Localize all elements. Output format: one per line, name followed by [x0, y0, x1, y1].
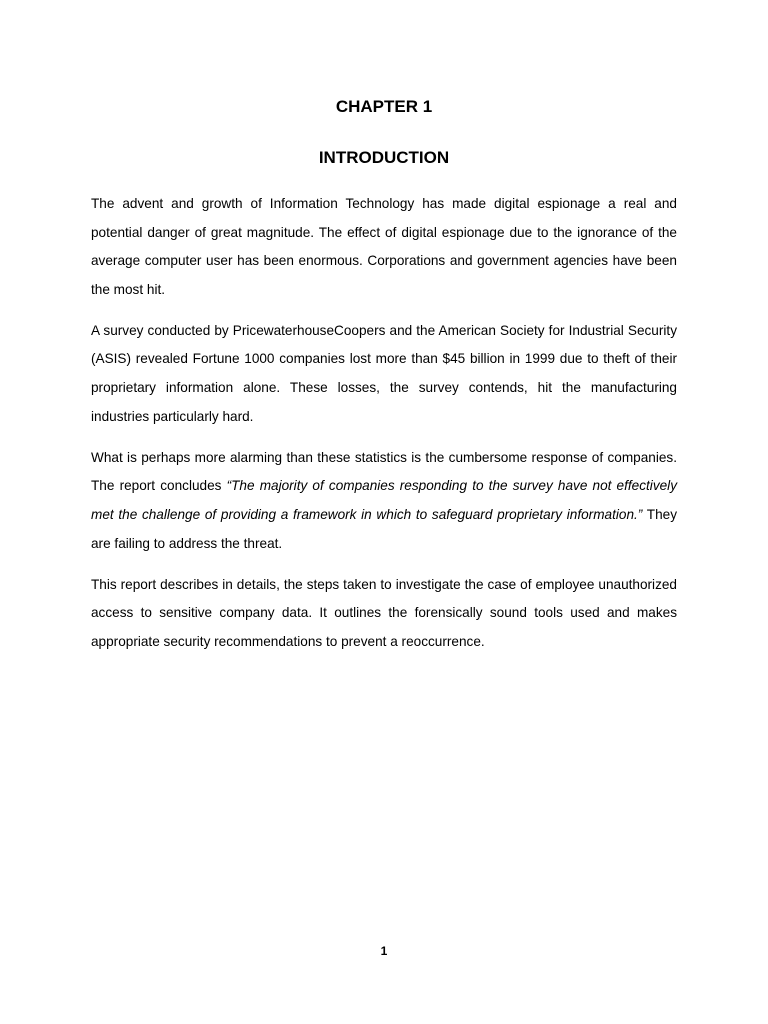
paragraph-alarming-lead: What is perhaps more alarming than these statistics is the cumbersome response of companies. The report concludes [91, 449, 677, 494]
page-number: 1 [380, 944, 388, 958]
paragraph-advent: The advent and growth of Information Technology has made digital espionage a real and potential danger of great magnitude. The effect of digital espionage due to the ignorance of the average computer user has been enormous. Corporations and government agencies have been the most hit. [91, 196, 677, 297]
paragraph-alarming-tail: They are failing to address the threat. [91, 506, 677, 551]
paragraph-report-scope: This report describes in details, the steps taken to investigate the case of employee unauthorized access to sensitive company data. It outlines the forensically sound tools used and makes appropriate security recommendations to prevent a reoccurrence. [91, 576, 677, 649]
report-quote: “The majority of companies responding to the survey have not effectively met the challenge of providing a framework in which to safeguard proprietary information.” [91, 478, 678, 522]
chapter-title: INTRODUCTION [318, 148, 450, 167]
chapter-label: CHAPTER 1 [335, 97, 433, 116]
paragraph-alarming [91, 444, 677, 558]
paragraph-survey: A survey conducted by PricewaterhouseCoopers and the American Society for Industrial Security (ASIS) revealed Fortune 1000 companies lost more than $45 billion in 1999 due to theft of their proprietary information alone. These losses, the survey contends, hit the manufacturing industries particularly hard. [91, 322, 677, 424]
body-text [91, 190, 677, 669]
